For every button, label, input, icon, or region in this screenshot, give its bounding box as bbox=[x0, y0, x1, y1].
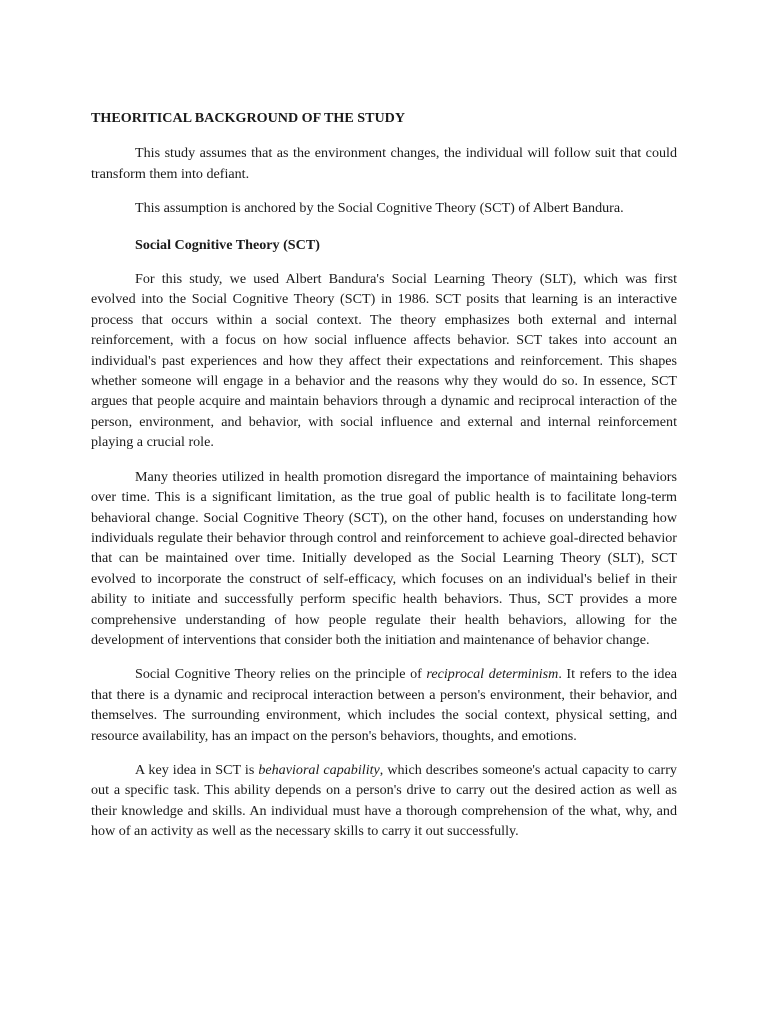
paragraph-text: . It refers to the idea that there is a dynamic and reciprocal interaction between a person's environment, their behavior, and themselves. The surrounding environment, which includes the social context, physical setting, and resource availability, has an impact on the person's behaviors, thoughts, and emotions. bbox=[91, 666, 677, 744]
section-subheading: Social Cognitive Theory (SCT) bbox=[135, 236, 320, 253]
paragraph-text: Social Cognitive Theory relies on the principle of bbox=[135, 666, 427, 683]
emphasized-term: behavioral capability bbox=[258, 761, 380, 778]
document-body bbox=[91, 108, 677, 856]
paragraph-behavioral-capability bbox=[91, 760, 677, 842]
paragraph-study-assumption: This study assumes that as the environment changes, the individual will follow suit that could transform them into defiant. bbox=[91, 145, 677, 182]
document-title: THEORITICAL BACKGROUND OF THE STUDY bbox=[91, 110, 406, 126]
paragraph-reciprocal-determinism bbox=[91, 664, 677, 746]
emphasized-term: reciprocal determinism bbox=[426, 666, 559, 683]
paragraph-health-promotion: Many theories utilized in health promotion disregard the importance of maintaining behaviors over time. This is a significant limitation, as the true goal of public health is to facilitate long-term behavioral change. Social Cognitive Theory (SCT), on the other hand, focuses on understanding how individuals regulate their behavior through control and reinforcement to achieve goal-directed behavior that can be maintained over time. Initially developed as the Social Learning Theory (SLT), SCT evolved to incorporate the construct of self-efficacy, which focuses on an individual's belief in their ability to initiate and successfully perform specific health behaviors. Thus, SCT provides a more comprehensive understanding of how people regulate their health behaviors, allowing for the development of interventions that consider both the initiation and maintenance of behavior change. bbox=[91, 468, 677, 648]
paragraph-text: A key idea in SCT is bbox=[135, 761, 259, 778]
paragraph-anchoring: This assumption is anchored by the Social Cognitive Theory (SCT) of Albert Bandura. bbox=[135, 200, 624, 217]
paragraph-slt-sct: For this study, we used Albert Bandura's Social Learning Theory (SLT), which was first evolved into the Social Cognitive Theory (SCT) in 1986. SCT posits that learning is an interactive process that occurs within a social context. The theory emphasizes both external and internal reinforcement, with a focus on how social influence affects behavior. SCT takes into account an individual's past experiences and how they affect their expectations and reinforcement. This shapes whether someone will engage in a behavior and the reasons why they would do so. In essence, SCT argues that people acquire and maintain behaviors through a dynamic and reciprocal interaction of the person, environment, and behavior, with social influence and external and internal reinforcement playing a crucial role. bbox=[91, 271, 677, 451]
paragraph-text: , which describes someone's actual capacity to carry out a specific task. This ability depends on a person's drive to carry out the desired action as well as their knowledge and skills. An individual must have a thorough comprehension of the what, why, and how of an activity as well as the necessary skills to carry it out successfully. bbox=[91, 761, 677, 840]
